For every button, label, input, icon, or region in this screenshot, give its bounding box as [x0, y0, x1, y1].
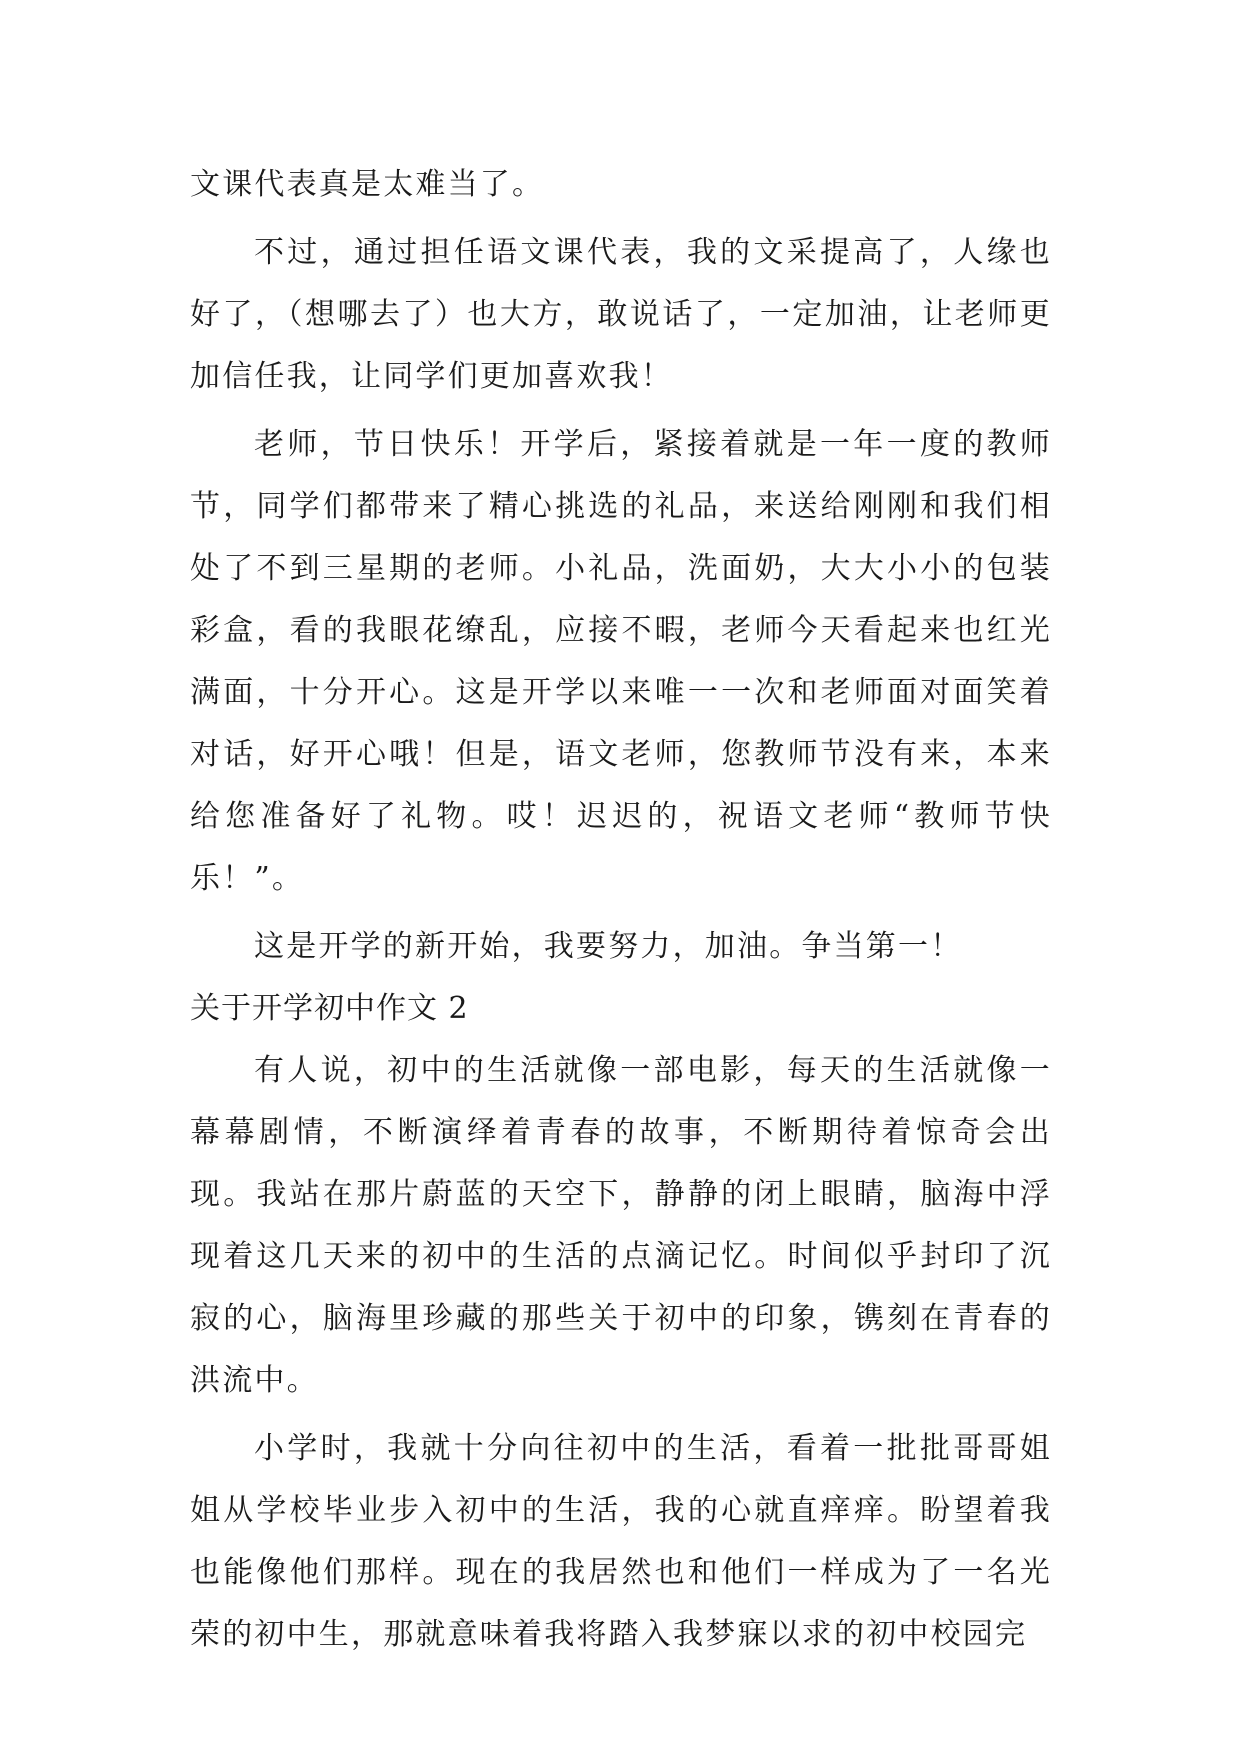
paragraph: 不过，通过担任语文课代表，我的文采提高了，人缘也好了，（想哪去了）也大方，敢说话了，一定加油，让老师更加信任我，让同学们更加喜欢我！ [190, 235, 1052, 394]
paragraph: 小学时，我就十分向往初中的生活，看着一批批哥哥姐姐从学校毕业步入初中的生活，我的心就直痒痒。盼望着我也能像他们那样。现在的我居然也和他们一样成为了一名光荣的初中生，那就意味着我将踏入我梦寐以求的初中校园完 [190, 1431, 1052, 1652]
paragraph: 老师，节日快乐！开学后，紧接着就是一年一度的教师节，同学们都带来了精心挑选的礼品，来送给刚刚和我们相处了不到三星期的老师。小礼品，洗面奶，大大小小的包装彩盒，看的我眼花缭乱，应接不暇，老师今天看起来也红光满面，十分开心。这是开学以来唯一一次和老师面对面笑着对话，好开心哦！但是，语文老师，您教师节没有来，本来给您准备好了礼物。哎！迟迟的，祝语文老师“教师节快乐！”。 [190, 427, 1052, 896]
paragraph-continuation: 文课代表真是太难当了。 [190, 167, 545, 202]
paragraph: 这是开学的新开始，我要努力，加油。争当第一！ [254, 929, 963, 964]
document-body [190, 154, 1052, 1666]
section-heading: 关于开学初中作文 2 [190, 991, 469, 1026]
paragraph: 有人说，初中的生活就像一部电影，每天的生活就像一幕幕剧情，不断演绎着青春的故事，不断期待着惊奇会出现。我站在那片蔚蓝的天空下，静静的闭上眼睛，脑海中浮现着这几天来的初中的生活的点滴记忆。时间似乎封印了沉寂的心，脑海里珍藏的那些关于初中的印象，镌刻在青春的洪流中。 [190, 1053, 1052, 1398]
